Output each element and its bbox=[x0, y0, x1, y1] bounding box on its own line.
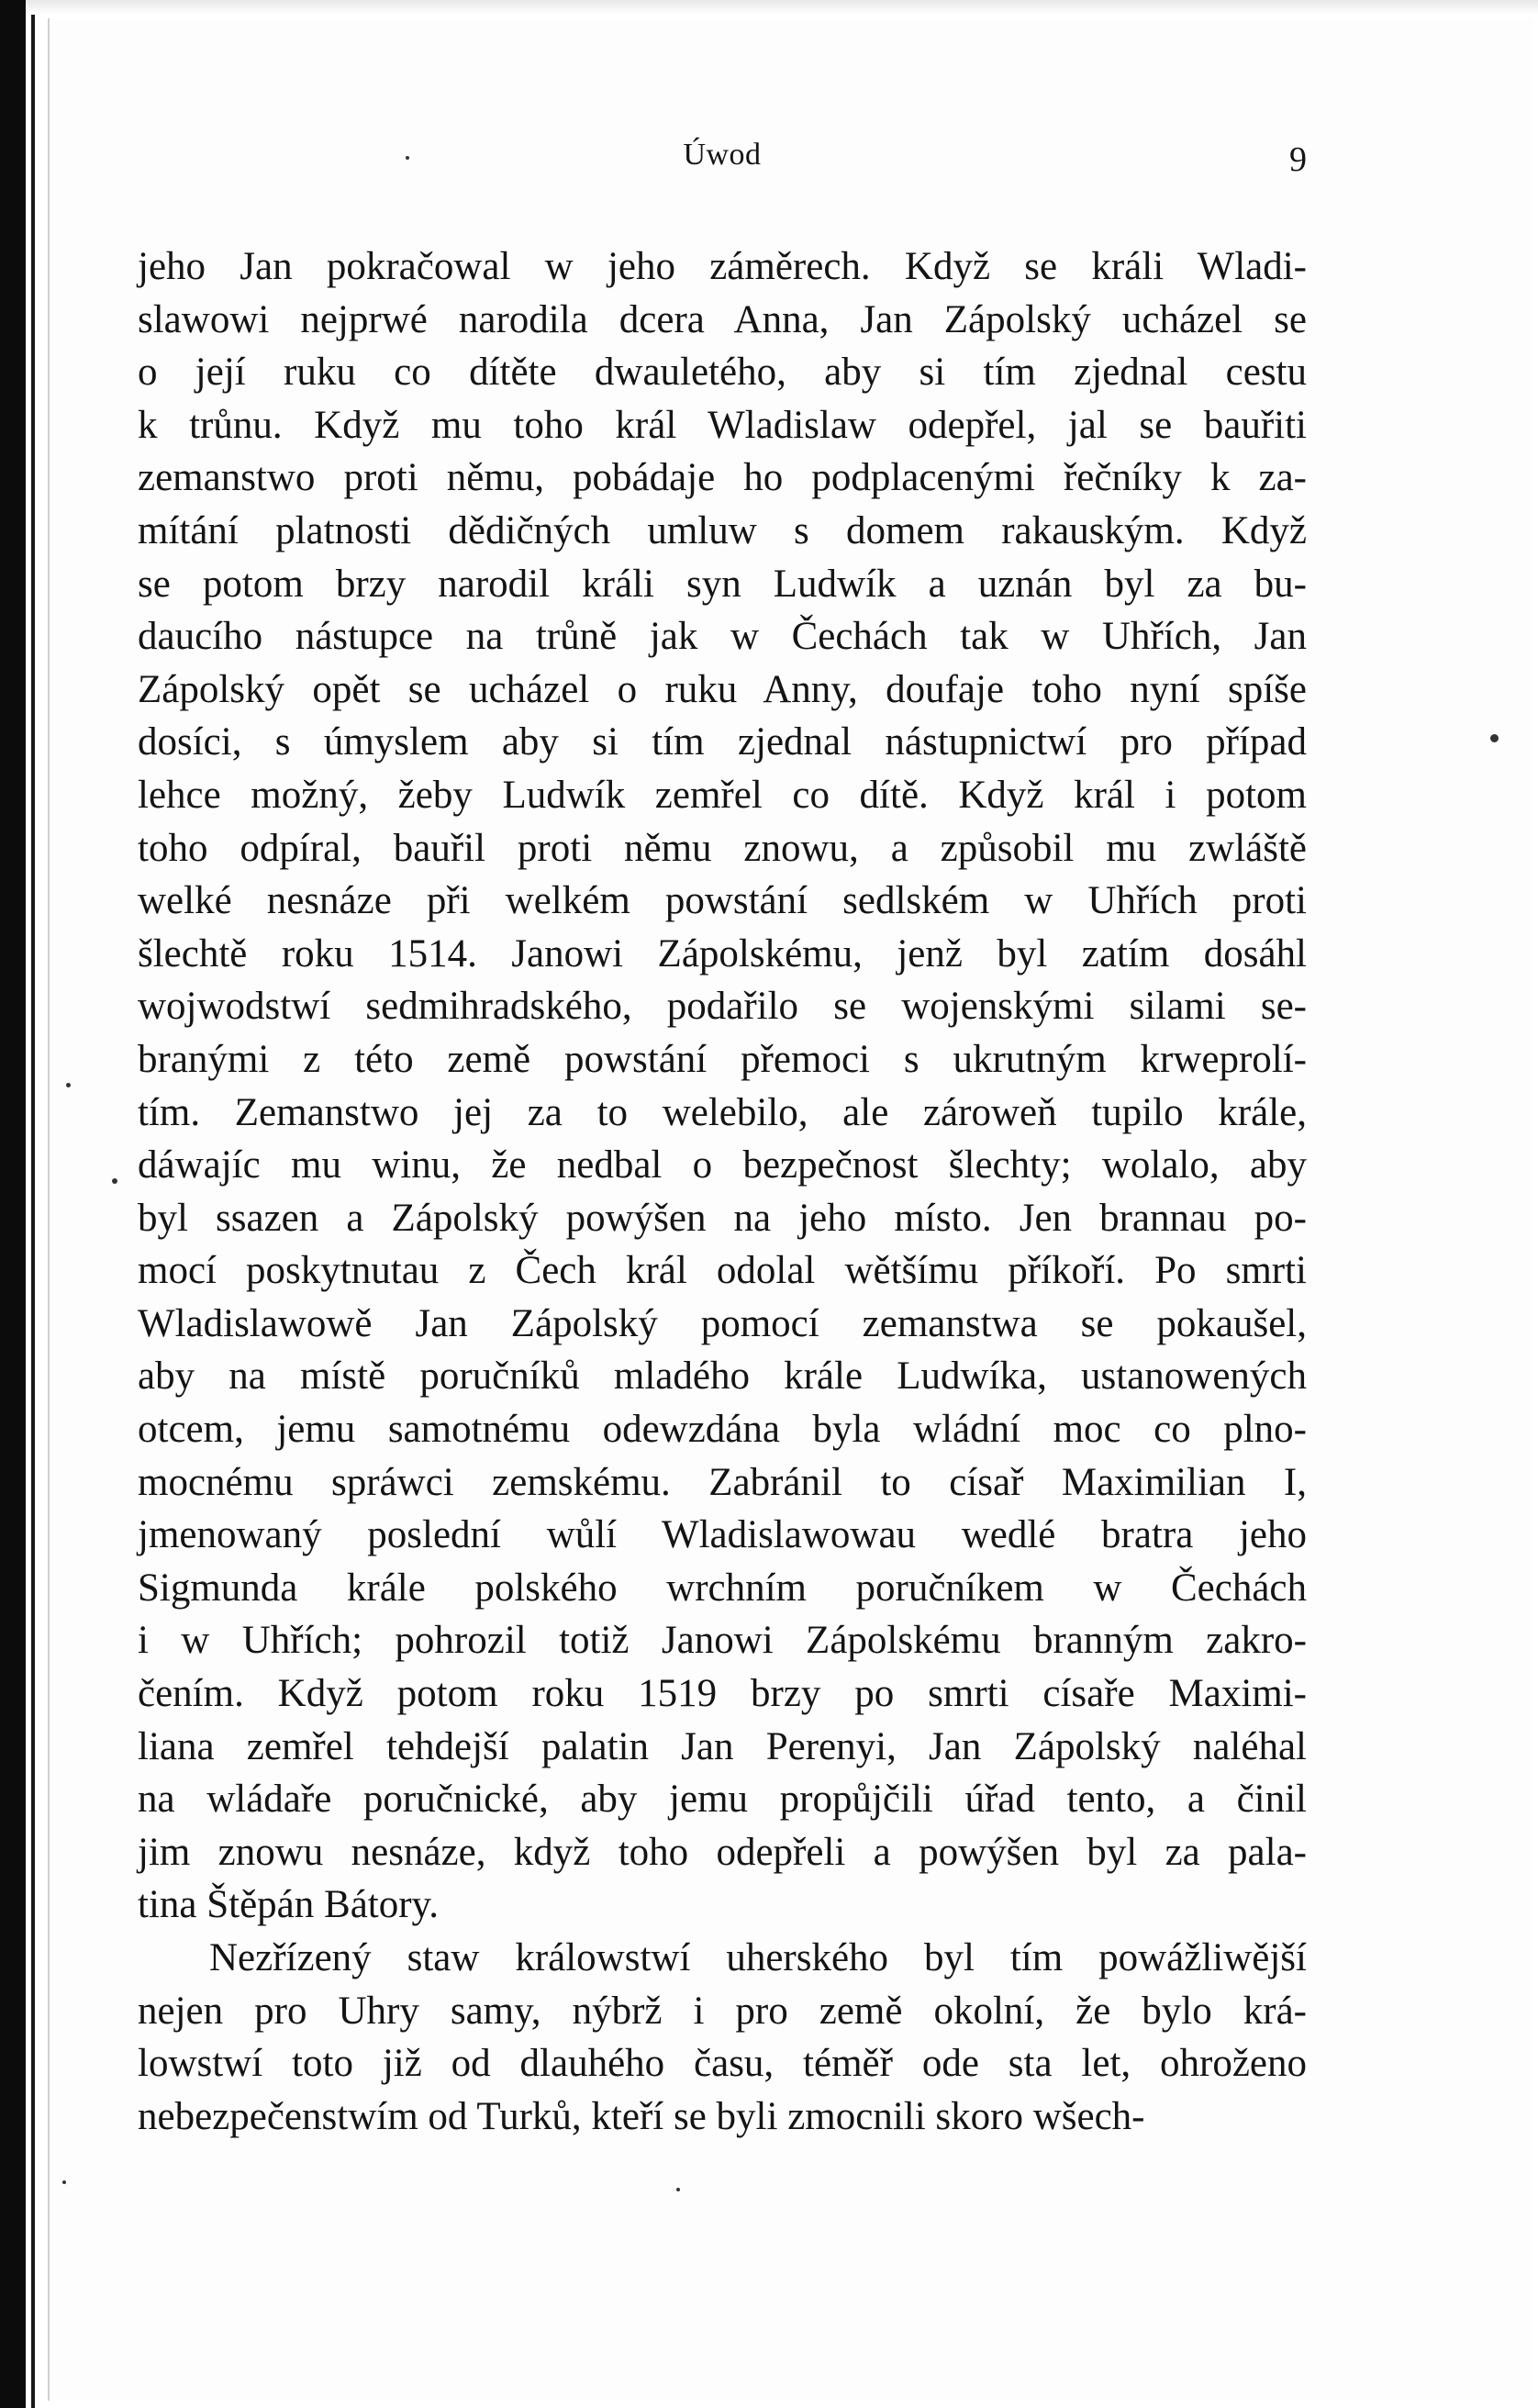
ink-speck bbox=[66, 1083, 71, 1087]
text-line: lehce možný, žeby Ludwík zemřel co dítě. Když král i potom bbox=[138, 773, 1307, 817]
text-line: aby na místě poručníků mladého krále Ludwíka, ustanowených bbox=[138, 1354, 1307, 1399]
text-line: na wládaře poručnické, aby jemu propůjčili úřad tento, a činil bbox=[138, 1778, 1307, 1822]
text-line: toho odpíral, bauřil proti němu znowu, a způsobil mu zwláště bbox=[138, 826, 1307, 870]
text-line: liana zemřel tehdejší palatin Jan Perenyi, Jan Zápolský naléhal bbox=[138, 1724, 1307, 1768]
text-line: se potom brzy narodil králi syn Ludwík a uznán byl za bu- bbox=[138, 562, 1307, 606]
text-line: mocí poskytnutau z Čech král odolal wětšímu příkoří. Po smrti bbox=[138, 1249, 1307, 1293]
text-line: o její ruku co dítěte dwauletého, aby si tím zjednal cestu bbox=[138, 351, 1307, 395]
text-line: jmenowaný poslední wůlí Wladislawowau wedlé bratra jeho bbox=[138, 1513, 1307, 1557]
running-title: Úwod bbox=[683, 138, 762, 172]
text-line: daucího nástupce na trůně jak w Čechách tak w Uhřích, Jan bbox=[138, 615, 1307, 659]
text-line: mítání platnosti dědičných umluw s domem rakauským. Když bbox=[138, 508, 1307, 552]
text-line: byl ssazen a Zápolský powýšen na jeho místo. Jen brannau po- bbox=[138, 1196, 1307, 1240]
text-line: tím. Zemanstwo jej za to welebilo, ale zároweň tupilo krále, bbox=[138, 1090, 1307, 1134]
page-header bbox=[138, 138, 1307, 193]
text-line: zemanstwo proti němu, pobádaje ho podplacenými řečníky k za- bbox=[138, 456, 1307, 500]
ink-speck bbox=[676, 2188, 680, 2191]
text-line: welké nesnáze při welkém powstání sedlském w Uhřích proti bbox=[138, 879, 1307, 923]
text-line: dáwajíc mu winu, že nedbal o bezpečnost šlechty; wolalo, aby bbox=[138, 1143, 1307, 1187]
text-line: wojwodstwí sedmihradského, podařilo se wojenskými silami se- bbox=[138, 985, 1307, 1029]
text-line: k trůnu. Když mu toho král Wladislaw odepřel, jal se bauřiti bbox=[138, 403, 1307, 447]
text-line: branými z této země powstání přemoci s ukrutným krweprolí- bbox=[138, 1037, 1307, 1081]
page-number: 9 bbox=[1289, 140, 1307, 179]
text-line: mocnému spráwci zemskému. Zabránil to císař Maximilian I, bbox=[138, 1460, 1307, 1504]
scan-border-top bbox=[26, 0, 1538, 15]
text-line: nejen pro Uhry samy, nýbrž i pro země okolní, že bylo krá- bbox=[138, 1989, 1307, 2033]
paragraph bbox=[138, 1932, 1307, 2143]
scan-border-left bbox=[0, 0, 26, 2408]
text-line: dosíci, s úmyslem aby si tím zjednal nástupnictwí pro případ bbox=[138, 720, 1307, 764]
paragraph bbox=[138, 240, 1307, 1932]
ink-speck bbox=[1490, 734, 1499, 742]
text-line: Sigmunda krále polského wrchním poručníkem w Čechách bbox=[138, 1566, 1307, 1610]
text-line: slawowi nejprwé narodila dcera Anna, Jan Zápolský ucházel se bbox=[138, 297, 1307, 341]
text-line: lowstwí toto již od dlauhého času, téměř ode sta let, ohroženo bbox=[138, 2042, 1307, 2086]
text-line: šlechtě roku 1514. Janowi Zápolskému, jenž byl zatím dosáhl bbox=[138, 931, 1307, 975]
text-line: Zápolský opět se ucházel o ruku Anny, doufaje toho nyní spíše bbox=[138, 667, 1307, 711]
text-line: nebezpečenstwím od Turků, kteří se byli zmocnili skoro wšech- bbox=[138, 2094, 1145, 2138]
ink-speck bbox=[62, 2180, 66, 2184]
body-text bbox=[138, 240, 1307, 2143]
text-line: Wladislawowě Jan Zápolský pomocí zemanstwa se pokaušel, bbox=[138, 1301, 1307, 1345]
text-line: jeho Jan pokračowal w jeho záměrech. Když se králi Wladi- bbox=[138, 245, 1307, 288]
text-line: čením. Když potom roku 1519 brzy po smrti císaře Maximi- bbox=[138, 1672, 1307, 1716]
text-line: tina Štěpán Bátory. bbox=[138, 1883, 440, 1927]
text-line: jim znowu nesnáze, když toho odepřeli a powýšen byl za pala- bbox=[138, 1830, 1307, 1874]
text-line: Nezřízený staw králowstwí uherského byl tím powážliwější bbox=[209, 1936, 1307, 1979]
text-line: otcem, jemu samotnému odewzdána byla wládní moc co plno- bbox=[138, 1408, 1307, 1452]
ink-speck bbox=[112, 1178, 117, 1184]
text-line: i w Uhřích; pohrozil totiž Janowi Zápolskému branným zakro- bbox=[138, 1619, 1307, 1663]
